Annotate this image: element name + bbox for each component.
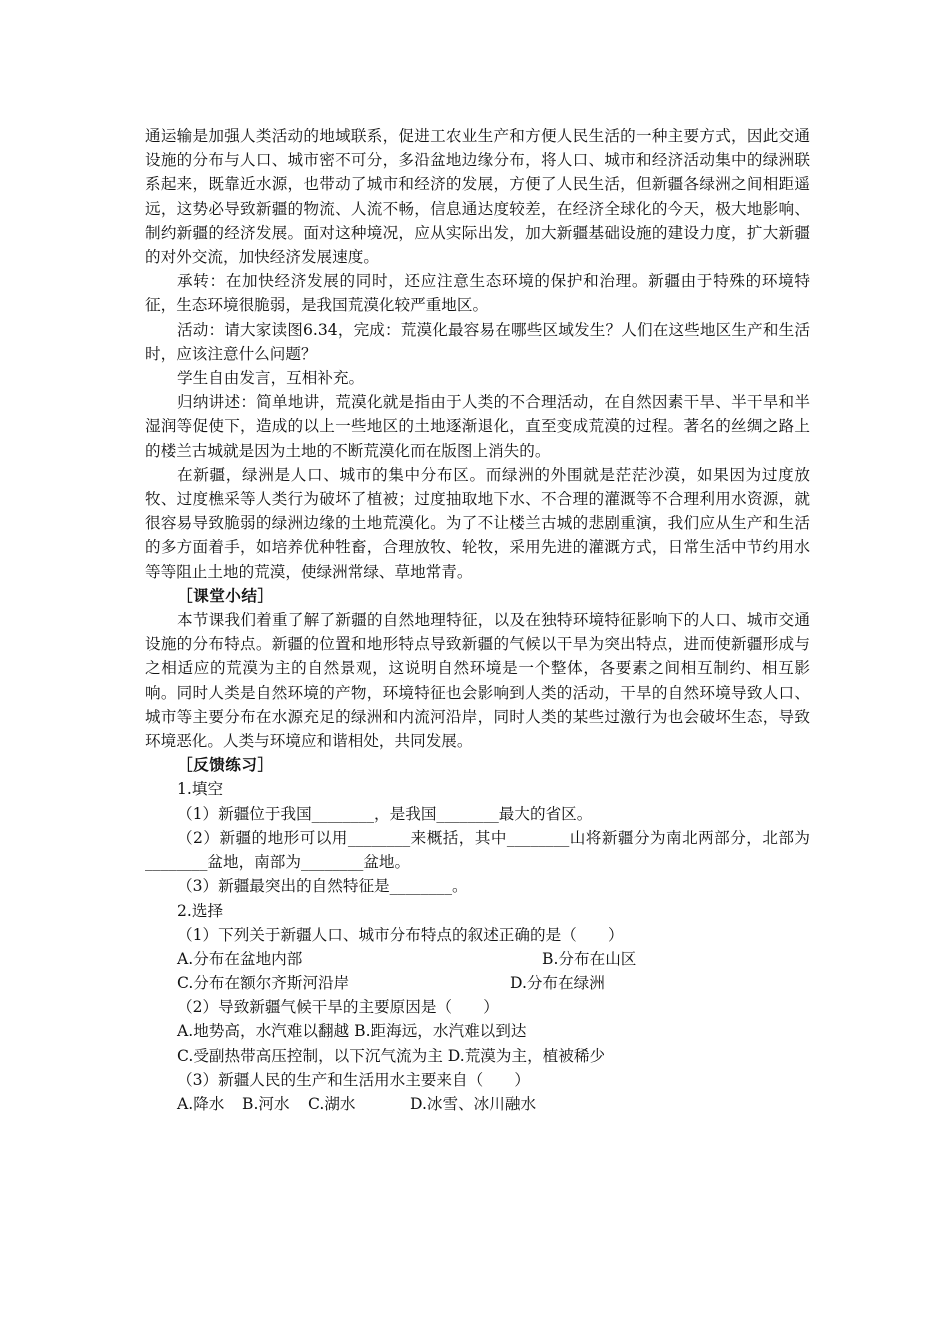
choice-title: 2.选择 (177, 901, 224, 920)
document-body (145, 124, 810, 1116)
choice-option: A.降水 (177, 1095, 225, 1114)
choice-option: D.分布在绿洲 (510, 974, 605, 993)
paragraph-class-summary: 本节课我们着重了解了新疆的自然地理特征，以及在独特环境特征影响下的人口、城市交通设施的分布特点。新疆的位置和地形特点导致新疆的气候以干旱为突出特点，进而使新疆形成与之相适应的荒漠为主的自然景观，这说明自然环境是一个整体，各要素之间相互制约、相互影响。同时人类是自然环境的产物，环境特征也会影响到人类的活动，干旱的自然环境导致人口、城市等主要分布在水源充足的绿洲和内流河沿岸，同时人类的某些过激行为也会破坏生态，导致环境恶化。人类与环境应和谐相处，共同发展。 (145, 611, 810, 751)
paragraph-activity: 活动：请大家读图6.34，完成：荒漠化最容易在哪些区域发生？人们在这些地区生产和生活时，应该注意什么问题？ (145, 320, 810, 363)
choice-question-1: （1）下列关于新疆人口、城市分布特点的叙述正确的是（ ） (177, 925, 624, 944)
section-heading-summary: ［课堂小结］ (177, 586, 274, 605)
choice-option: C.湖水 (308, 1095, 356, 1114)
paragraph-summary-lecture: 归纳讲述：简单地讲，荒漠化就是指由于人类的不合理活动，在自然因素干旱、半干旱和半湿润等促使下，造成的以上一些地区的土地逐渐退化，直至变成荒漠的过程。著名的丝绸之路上的楼兰古城就是因为土地的不断荒漠化而在版图上消失的。 (145, 393, 810, 460)
paragraph-oasis: 在新疆，绿洲是人口、城市的集中分布区。而绿洲的外围就是茫茫沙漠，如果因为过度放牧、过度樵采等人类行为破坏了植被；过度抽取地下水、不合理的灌溉等不合理利用水资源，就很容易导致脆弱的绿洲边缘的土地荒漠化。为了不让楼兰古城的悲剧重演，我们应从生产和生活的多方面着手，如培养优种牲畜，合理放牧、轮牧，采用先进的灌溉方式，日常生活中节约用水等等阻止土地的荒漠，使绿洲常绿、草地常青。 (145, 465, 810, 581)
section-heading-exercise: ［反馈练习］ (177, 756, 274, 775)
choice-question-1-options-cd (145, 971, 810, 995)
paragraph-transition: 承转：在加快经济发展的同时，还应注意生态环境的保护和治理。新疆由于特殊的环境特征，生态环境很脆弱，是我国荒漠化较严重地区。 (145, 272, 810, 315)
fill-blank-question-1: （1）新疆位于我国________，是我国________最大的省区。 (177, 804, 593, 823)
choice-question-3-options (145, 1092, 810, 1116)
choice-option: A.分布在盆地内部 (177, 949, 303, 968)
paragraph-transport: 通运输是加强人类活动的地域联系，促进工农业生产和方便人民生活的一种主要方式，因此交通设施的分布与人口、城市密不可分，多沿盆地边缘分布，将人口、城市和经济活动集中的绿洲联系起来，既靠近水源，也带动了城市和经济的发展，方便了人民生活，但新疆各绿洲之间相距遥远，这势必导致新疆的物流、人流不畅，信息通达度较差，在经济全球化的今天，极大地影响、制约新疆的经济发展。面对这种境况，应从实际出发，加大新疆基础设施的建设力度，扩大新疆的对外交流，加快经济发展速度。 (145, 127, 810, 267)
choice-question-2: （2）导致新疆气候干旱的主要原因是（ ） (177, 998, 499, 1017)
fill-blank-question-2: （2）新疆的地形可以用________来概括，其中________山将新疆分为南北两部分，北部为________盆地，南部为________盆地。 (145, 828, 810, 872)
choice-question-3: （3）新疆人民的生产和生活用水主要来自（ ） (177, 1070, 530, 1089)
choice-question-2-options-ab: A.地势高，水汽难以翻越 B.距海远，水汽难以到达 (177, 1022, 527, 1041)
choice-question-2-options-cd: C.受副热带高压控制，以下沉气流为主 D.荒漠为主，植被稀少 (177, 1046, 606, 1065)
choice-question-1-options-ab (145, 947, 810, 971)
fill-blank-question-3: （3）新疆最突出的自然特征是________。 (177, 877, 468, 896)
paragraph-discussion: 学生自由发言，互相补充。 (177, 369, 365, 388)
choice-option: B.分布在山区 (542, 949, 637, 968)
choice-option: C.分布在额尔齐斯河沿岸 (177, 974, 350, 993)
fill-blank-title: 1.填空 (177, 780, 224, 799)
choice-option: D.冰雪、冰川融水 (410, 1095, 537, 1114)
choice-option: B.河水 (242, 1095, 290, 1114)
